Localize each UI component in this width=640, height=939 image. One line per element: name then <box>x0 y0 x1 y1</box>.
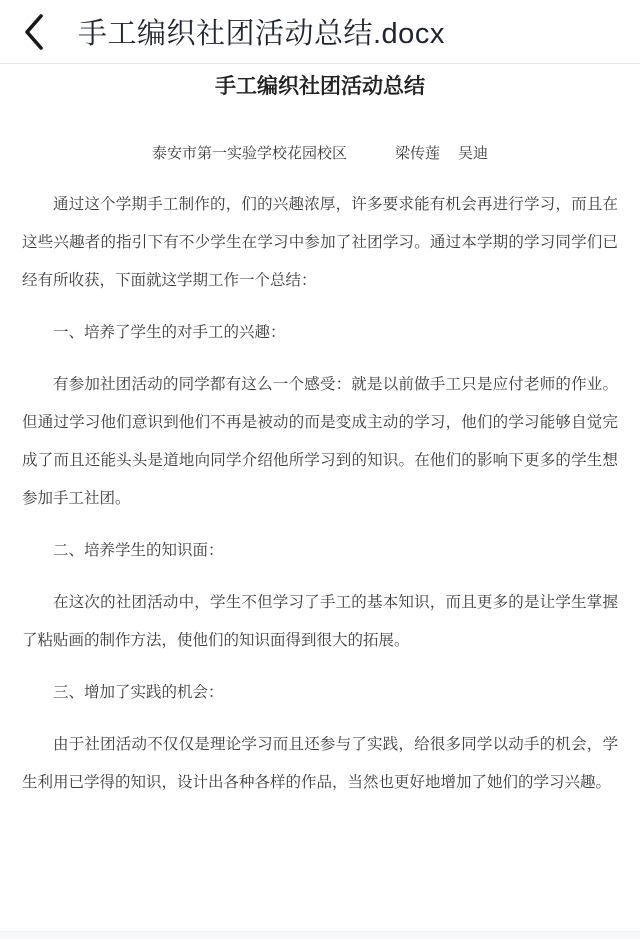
document-title: 手工编织社团活动总结 <box>215 75 425 98</box>
bottom-bar <box>0 931 640 939</box>
byline-author: 吴迪 <box>458 145 489 162</box>
document-preview <box>0 64 640 939</box>
section-heading-2: 二、培养学生的知识面： <box>53 542 224 559</box>
navbar <box>0 0 640 64</box>
document-content <box>22 186 618 802</box>
section-heading-1: 一、培养了学生的对手工的兴趣： <box>53 324 286 341</box>
paragraph-section-3: 由于社团活动不仅仅是理论学习而且还参与了实践，给很多同学以动手的机会，学生利用已学得的知识，设计出各种各样的作品，当然也更好地增加了她们的学习兴趣。 <box>22 736 618 791</box>
section-heading-3: 三、增加了实践的机会： <box>53 684 224 701</box>
back-button[interactable] <box>16 8 60 56</box>
chevron-left-icon <box>22 12 46 52</box>
byline-school: 泰安市第一实验学校花园校区 <box>151 145 347 162</box>
byline-author: 梁传莲 <box>394 145 440 162</box>
paragraph-section-2: 在这次的社团活动中，学生不但学习了手工的基本知识，而且更多的是让学生掌握了粘贴画的制作方法，使他们的知识面得到很大的拓展。 <box>22 594 618 649</box>
paragraph-section-1: 有参加社团活动的同学都有这么一个感受：就是以前做手工只是应付老师的作业。但通过学习他们意识到他们不再是被动的而是变成主动的学习，他们的学习能够自觉完成了而且还能头头是道地向同学介绍他所学习到的知识。在他们的影响下更多的学生想参加手工社团。 <box>22 376 618 507</box>
document-byline <box>22 144 618 164</box>
file-title: 手工编织社团活动总结.docx <box>78 18 445 50</box>
paragraph-intro: 通过这个学期手工制作的，们的兴趣浓厚，许多要求能有机会再进行学习，而且在这些兴趣者的指引下有不少学生在学习中参加了社团学习。通过本学期的学习同学们已经有所收获，下面就这学期工作一个总结： <box>22 196 618 289</box>
